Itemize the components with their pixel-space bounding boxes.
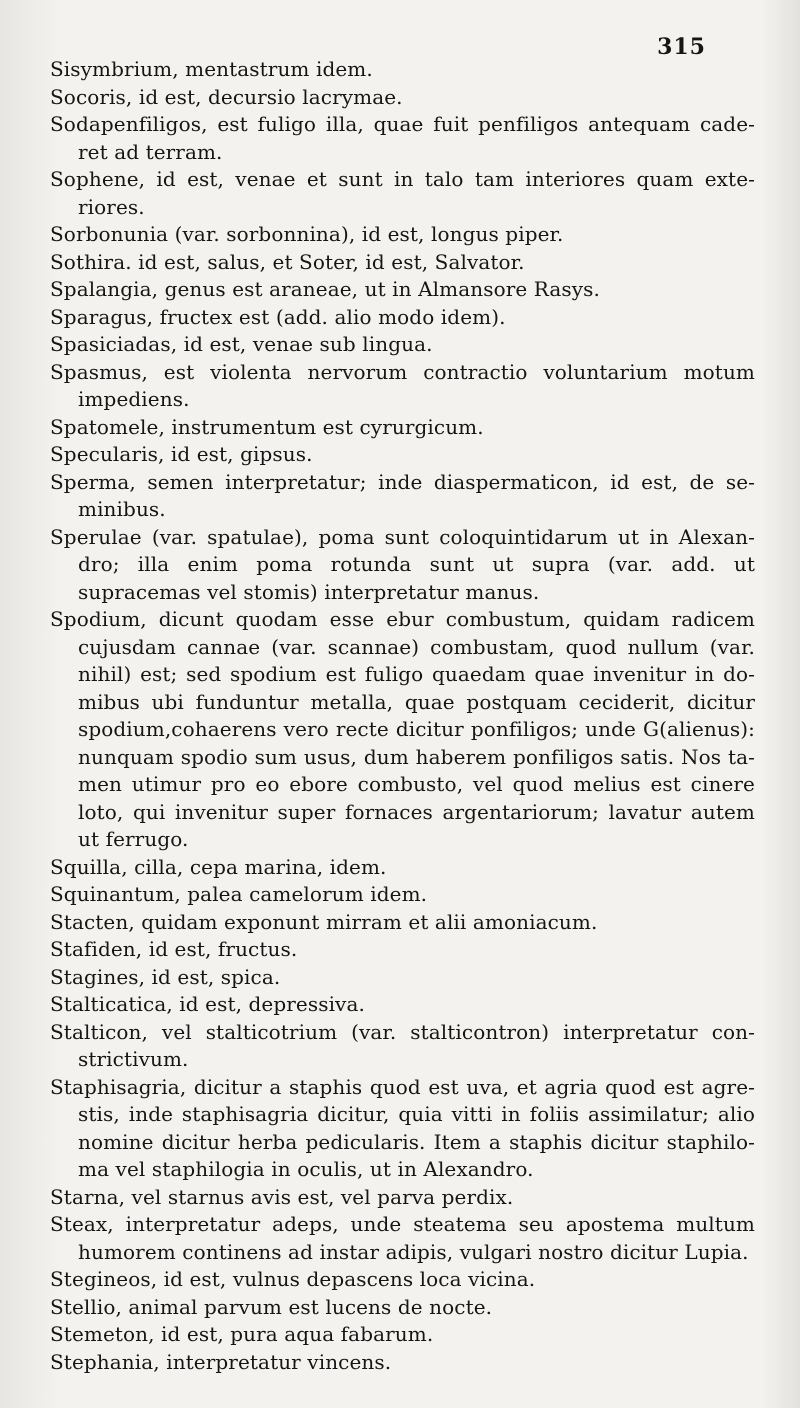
glossary-entry: Stacten, quidam exponunt mirram et alii amoniacum. xyxy=(50,909,598,934)
glossary-entry: Stellio, animal parvum est lucens de nocte. xyxy=(50,1294,493,1319)
glossary-entry: Sorbonunia (var. sorbonnina), id est, longus piper. xyxy=(50,222,564,246)
glossary-entry: Specularis, id est, gipsus. xyxy=(50,442,313,466)
glossary-entry: Spasmus, est violenta nervorum contractio voluntarium motum impediens. xyxy=(50,359,755,411)
glossary-entry: Stephania, interpretatur vincens. xyxy=(50,1349,392,1374)
glossary-entry: Squilla, cilla, cepa marina, idem. xyxy=(50,854,387,879)
glossary-entries xyxy=(50,56,755,1376)
glossary-entry: Spatomele, instrumentum est cyrurgicum. xyxy=(50,414,484,439)
glossary-entry: Stemeton, id est, pura aqua fabarum. xyxy=(50,1322,434,1346)
glossary-entry: Stegineos, id est, vulnus depascens loca vicina. xyxy=(50,1267,536,1291)
glossary-entry: Spalangia, genus est araneae, ut in Almansore Rasys. xyxy=(50,277,600,301)
page-number: 315 xyxy=(657,34,706,60)
glossary-entry: Staphisagria, dicitur a staphis quod est uva, et agria quod est agre-stis, inde staphisagria dicitur, quia vitti in foliis assimilatur; alio nomine dicitur herba pedicularis. Item a staphis dicitur staphilo-ma vel staphilogia in oculis, ut in Alexandro. xyxy=(50,1074,755,1181)
glossary-entry: Stalticon, vel stalticotrium (var. stalticontron) interpretatur con-strictivum. xyxy=(50,1019,755,1071)
glossary-entry: Sodapenfiligos, est fuligo illa, quae fuit penfiligos antequam cade-ret ad terram. xyxy=(50,112,755,164)
glossary-entry: Stagines, id est, spica. xyxy=(50,964,281,989)
glossary-entry: Sparagus, fructex est (add. alio modo idem). xyxy=(50,304,506,329)
glossary-entry: Steax, interpretatur adeps, unde steatema seu apostema multum humorem continens ad instar adipis, vulgari nostro dicitur Lupia. xyxy=(50,1212,755,1264)
glossary-entry: Squinantum, palea camelorum idem. xyxy=(50,882,428,906)
glossary-entry: Stalticatica, id est, depressiva. xyxy=(50,992,365,1016)
glossary-entry: Sophene, id est, venae et sunt in talo tam interiores quam exte-riores. xyxy=(50,167,755,219)
glossary-entry: Stafiden, id est, fructus. xyxy=(50,937,298,961)
glossary-entry: Starna, vel starnus avis est, vel parva perdix. xyxy=(50,1184,514,1209)
glossary-entry: Sothira. id est, salus, et Soter, id est, Salvator. xyxy=(50,249,525,274)
glossary-entry: Sperma, semen interpretatur; inde diaspermaticon, id est, de se-minibus. xyxy=(50,469,755,521)
glossary-entry: Spasiciadas, id est, venae sub lingua. xyxy=(50,332,433,356)
glossary-entry: Socoris, id est, decursio lacrymae. xyxy=(50,84,403,109)
glossary-entry: Sisymbrium, mentastrum idem. xyxy=(50,57,373,81)
glossary-entry: Sperulae (var. spatulae), poma sunt coloquintidarum ut in Alexan-dro; illa enim poma rotunda sunt ut supra (var. add. ut supracemas vel stomis) interpretatur manus. xyxy=(50,524,755,604)
glossary-entry: Spodium, dicunt quodam esse ebur combustum, quidam radicem cujusdam cannae (var. scannae) combustam, quod nullum (var. nihil) est; sed spodium est fuligo quaedam quae invenitur in do-mibus ubi funduntur metalla, quae postquam ceciderit, dicitur spodium,cohaerens vero recte dicitur ponfiligos; unde G(alienus): nunquam spodio sum usus, dum haberem ponfiligos satis. Nos ta-men utimur pro eo ebore combusto, vel quod melius est cinere loto, qui invenitur super fornaces argentariorum; lavatur autem ut ferrugo. xyxy=(50,607,755,851)
